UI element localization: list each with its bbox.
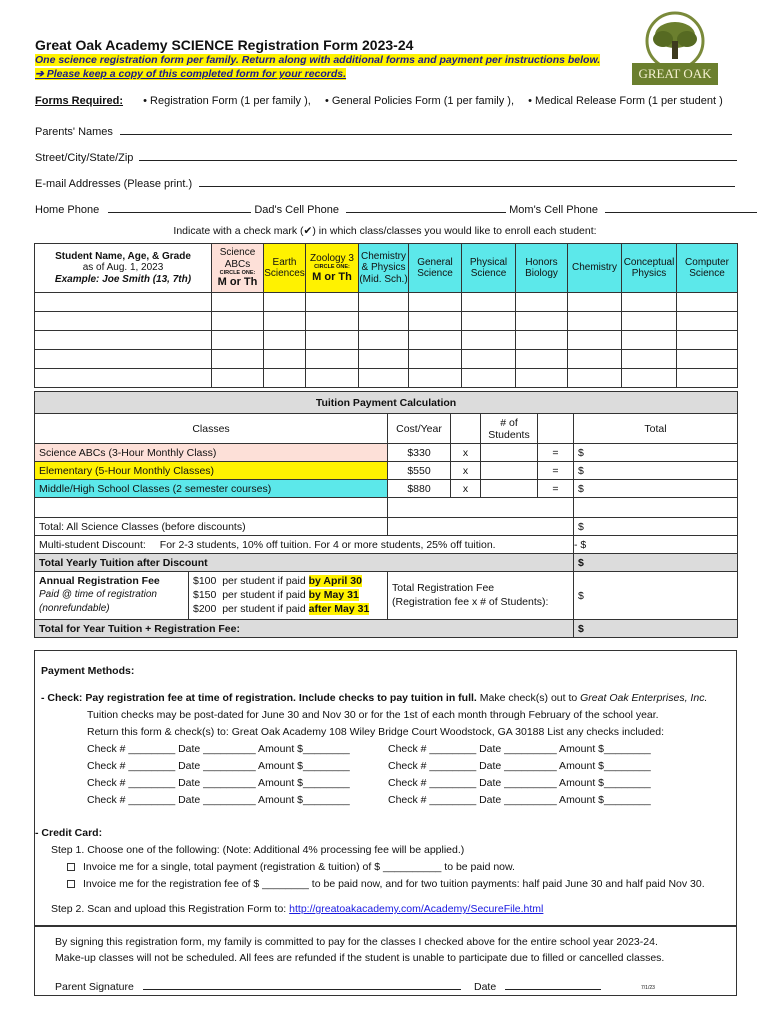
student-name-cell[interactable] (35, 331, 212, 350)
cost-col-header: Cost/Year (388, 414, 451, 444)
email-label: E-mail Addresses (Please print.) (35, 178, 193, 190)
enroll-header-row (35, 244, 738, 293)
credit-card-heading: - Credit Card: (35, 827, 103, 839)
parents-names-label: Parents' Names (35, 126, 113, 138)
student-name-cell[interactable] (35, 312, 212, 331)
postdated-note: Tuition checks may be post-dated for June 30 and Nov 30 or for the 1st of each month through February of the school year. (87, 709, 659, 721)
yearly-total-row (35, 554, 738, 572)
reg-total-field[interactable]: $ (574, 572, 738, 620)
svg-text:GREAT OAK: GREAT OAK (638, 66, 712, 81)
multi-discount-field[interactable]: - $ (574, 536, 738, 554)
great-oak-logo (630, 11, 720, 89)
science-abcs-header: Science ABCs CIRCLE ONE: M or Th (212, 244, 264, 293)
class-name: Elementary (5-Hour Monthly Classes) (35, 462, 388, 480)
phone-row (35, 202, 757, 216)
student-name-cell[interactable] (35, 369, 212, 388)
computer-science-header: Computer Science (677, 244, 738, 293)
student-row (35, 312, 738, 331)
cost: $550 (388, 462, 451, 480)
secure-file-link[interactable]: http://greatoakacademy.com/Academy/SecureFile.html (289, 903, 544, 915)
tuition-row-abcs: Science ABCs (3-Hour Monthly Class) $330 x = $ (35, 444, 738, 462)
student-row (35, 331, 738, 350)
payment-methods-box (34, 650, 737, 926)
cc-option-single[interactable]: Invoice me for a single, total payment (registration & tuition) of $ __________ to be paid now. (67, 861, 515, 873)
revision-date: 7/1/23 (641, 985, 655, 991)
date-row: Date (474, 979, 601, 993)
row-total-field[interactable]: $ (574, 444, 738, 462)
dad-phone-field[interactable] (346, 202, 506, 213)
check-entry-line[interactable]: Check # ________ Date _________ Amount $________ (87, 777, 350, 789)
subtitle-line-1: One science registration form per family. Return along with additional forms and payment per instructions below. (35, 54, 601, 66)
student-name-cell[interactable] (35, 293, 212, 312)
address-field[interactable] (139, 150, 737, 161)
check-entry-line[interactable]: Check # ________ Date _________ Amount $________ (388, 794, 651, 806)
check-entry-line[interactable]: Check # ________ Date _________ Amount $________ (87, 743, 350, 755)
student-column-header: Student Name, Age, & Grade as of Aug. 1, 2023 Example: Joe Smith (13, 7th) (35, 244, 212, 293)
honors-biology-header: Honors Biology (516, 244, 568, 293)
mom-phone-field[interactable] (605, 202, 757, 213)
total-all-label: Total: All Science Classes (before discounts) (35, 518, 388, 536)
email-field[interactable] (199, 176, 735, 187)
physical-science-header: Physical Science (462, 244, 516, 293)
parent-signature-row: Parent Signature (55, 979, 461, 993)
check-entry-line[interactable]: Check # ________ Date _________ Amount $________ (388, 760, 651, 772)
date-field[interactable] (505, 979, 601, 990)
grand-total-field[interactable]: $ (574, 620, 738, 638)
zoology-header: Zoology 3 CIRCLE ONE: M or Th (306, 244, 359, 293)
form-item-policies: • General Policies Form (1 per family ), (324, 95, 515, 107)
multi-discount-row (35, 536, 738, 554)
forms-required-row (35, 95, 723, 107)
total-all-field[interactable]: $ (574, 518, 738, 536)
address-label: Street/City/State/Zip (35, 152, 134, 164)
tuition-row-middle-high: Middle/High School Classes (2 semester courses) $880 x = $ (35, 480, 738, 498)
check-instruction: - Check: Pay registration fee at time of registration. Include checks to pay tuition in full. Make check(s) out to Great Oak Enterprises, Inc. (41, 692, 708, 704)
page-title: Great Oak Academy SCIENCE Registration Form 2023-24 (35, 37, 414, 53)
subtitle-line-2: ➔ Please keep a copy of this completed form for your records. (35, 68, 347, 80)
tuition-heading-row (35, 392, 738, 414)
multi-discount-text: Multi-student Discount: For 2-3 students, 10% off tuition. For 4 or more students, 25% off tuition. (35, 536, 574, 554)
check-entry-line[interactable]: Check # ________ Date _________ Amount $________ (388, 777, 651, 789)
chemistry-header: Chemistry (568, 244, 622, 293)
home-phone-label: Home Phone (35, 204, 100, 216)
tuition-col-header-row (35, 414, 738, 444)
cc-option-split[interactable]: Invoice me for the registration fee of $ ________ to be paid now, and for two tuition payments: half paid June 30 and half paid Nov 30. (67, 878, 705, 890)
class-name: Science ABCs (3-Hour Monthly Class) (35, 444, 388, 462)
conceptual-physics-header: Conceptual Physics (622, 244, 677, 293)
checkbox[interactable] (67, 880, 75, 888)
registration-fee-row (35, 572, 738, 620)
grand-total-row (35, 620, 738, 638)
form-item-registration: • Registration Form (1 per family ), (143, 95, 311, 107)
chem-physics-ms-header: Chemistry & Physics (Mid. Sch.) (359, 244, 409, 293)
parents-names-row (35, 124, 732, 138)
checkbox[interactable] (67, 863, 75, 871)
parent-signature-field[interactable] (143, 979, 461, 990)
form-item-medical: • Medical Release Form (1 per student ) (528, 95, 723, 107)
cc-step-2: Step 2. Scan and upload this Registration Form to: http://greatoakacademy.com/Academy/SecureFile.html (51, 903, 544, 915)
reg-fee-schedule: $100 per student if paid by April 30 $150 per student if paid by May 31 $200 per student if paid after May 31 (189, 572, 388, 620)
forms-required-label: Forms Required: (35, 95, 124, 107)
tuition-table (34, 391, 738, 638)
tuition-spacer-row (35, 498, 738, 518)
commitment-text: By signing this registration form, my family is committed to pay for the classes I checked above for the entire school year 2023-24. (55, 936, 658, 948)
parents-names-field[interactable] (120, 124, 732, 135)
cc-step-1: Step 1. Choose one of the following: (Note: Additional 4% processing fee will be applied.) (51, 844, 465, 856)
total-all-row (35, 518, 738, 536)
yearly-total-field[interactable]: $ (574, 554, 738, 572)
mom-phone-label: Mom's Cell Phone (509, 204, 599, 216)
refund-text: Make-up classes will not be scheduled. All fees are refunded if the student is unable to participate due to filled or cancelled classes. (55, 952, 665, 964)
students-count-field[interactable] (481, 462, 538, 480)
students-count-field[interactable] (481, 480, 538, 498)
total-col-header: Total (574, 414, 738, 444)
check-entry-line[interactable]: Check # ________ Date _________ Amount $________ (388, 743, 651, 755)
student-row (35, 350, 738, 369)
enroll-instruction: Indicate with a check mark (✔) in which class/classes you would like to enroll each student: (173, 225, 597, 237)
reg-fee-label: Annual Registration Fee Paid @ time of registration (nonrefundable) (35, 572, 189, 620)
cost: $880 (388, 480, 451, 498)
check-entry-line[interactable]: Check # ________ Date _________ Amount $________ (87, 760, 350, 772)
yearly-total-label: Total Yearly Tuition after Discount (35, 554, 574, 572)
check-entry-line[interactable]: Check # ________ Date _________ Amount $________ (87, 794, 350, 806)
students-count-field[interactable] (481, 444, 538, 462)
tuition-heading: Tuition Payment Calculation (35, 392, 738, 414)
students-col-header: # of Students (481, 414, 538, 444)
tuition-row-elementary: Elementary (5-Hour Monthly Classes) $550 x = $ (35, 462, 738, 480)
cost: $330 (388, 444, 451, 462)
return-to-address: Return this form & check(s) to: Great Oak Academy 108 Wiley Bridge Court Woodstock, GA 30188 List any checks included: (87, 726, 664, 738)
dad-phone-label: Dad's Cell Phone (254, 204, 339, 216)
general-science-header: General Science (409, 244, 462, 293)
email-row (35, 176, 735, 190)
grand-total-label: Total for Year Tuition + Registration Fee: (35, 620, 574, 638)
row-total-field[interactable]: $ (574, 480, 738, 498)
student-row (35, 369, 738, 388)
address-row (35, 150, 737, 164)
classes-col-header: Classes (35, 414, 388, 444)
payment-heading: Payment Methods: (41, 665, 135, 677)
earth-sciences-header: Earth Sciences (264, 244, 306, 293)
home-phone-field[interactable] (108, 202, 251, 213)
row-total-field[interactable]: $ (574, 462, 738, 480)
enrollment-table (34, 243, 738, 388)
student-row (35, 293, 738, 312)
class-name: Middle/High School Classes (2 semester courses) (35, 480, 388, 498)
signature-box (34, 926, 737, 996)
reg-total-label: Total Registration Fee (Registration fee x # of Students): (388, 572, 574, 620)
student-name-cell[interactable] (35, 350, 212, 369)
